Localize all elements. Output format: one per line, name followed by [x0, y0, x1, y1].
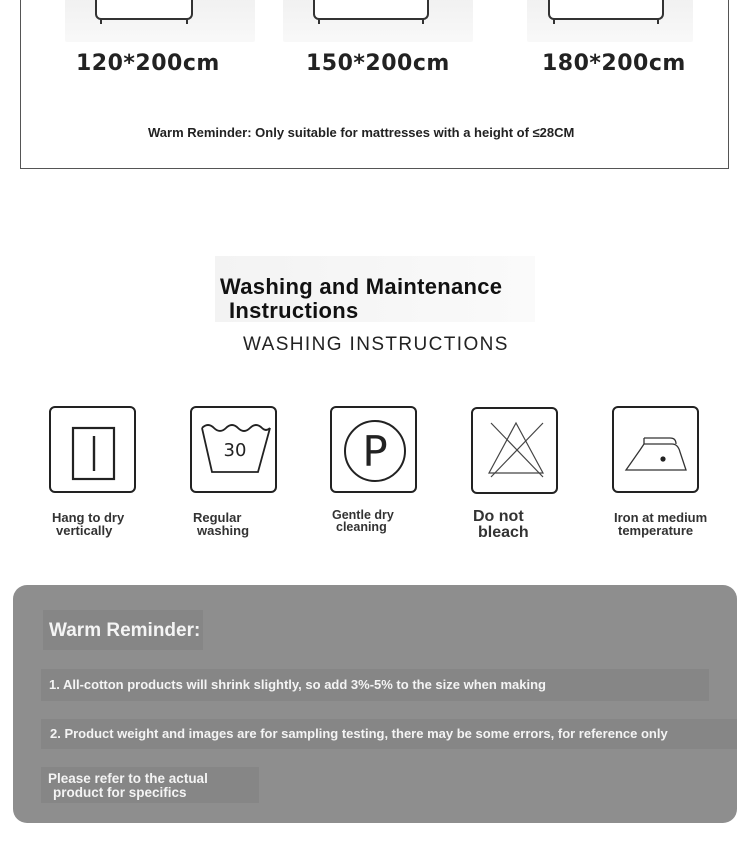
size-panel	[20, 0, 729, 169]
hang-dry-label: Hang to dry vertically	[52, 510, 125, 538]
do-not-bleach-label: Do not bleach	[473, 508, 529, 541]
washing-subtitle: WASHING INSTRUCTIONS	[243, 334, 509, 355]
washing-title-line1: Washing and Maintenance	[220, 274, 503, 299]
bed-frame-icon	[313, 0, 429, 20]
iron-medium-label: Iron at medium temperature	[614, 510, 708, 538]
warm-reminder-heading: Warm Reminder:	[49, 620, 201, 641]
size-label-150: 150*200cm	[306, 51, 450, 76]
bed-frame-icon	[548, 0, 664, 20]
bed-frame-icon	[95, 0, 193, 20]
wash-temperature-text: 30	[223, 440, 247, 461]
reminder-note-3: Please refer to the actual product for specifics	[48, 771, 208, 800]
gentle-dry-cleaning-label: Gentle dry cleaning	[332, 508, 394, 534]
size-label-180: 180*200cm	[542, 51, 686, 76]
reminder-note-1: 1. All-cotton products will shrink slightly, so add 3%-5% to the size when making	[49, 677, 546, 692]
do-not-bleach-icon	[471, 407, 558, 494]
dry-clean-letter: P	[362, 427, 388, 476]
bed-size-120-graphic	[65, 0, 255, 42]
bed-size-180-graphic	[527, 0, 693, 42]
wash-30-icon	[190, 406, 277, 493]
warm-reminder-box	[13, 585, 737, 823]
hang-dry-icon	[49, 406, 136, 493]
regular-washing-label: Regular washing	[193, 510, 250, 538]
dry-clean-p-icon	[330, 406, 417, 493]
reminder-note-2: 2. Product weight and images are for sampling testing, there may be some errors, for reference only	[50, 726, 668, 741]
washing-title-line2: Instructions	[229, 298, 359, 323]
size-label-120: 120*200cm	[76, 51, 220, 76]
iron-medium-icon	[612, 406, 699, 493]
bed-size-150-graphic	[283, 0, 473, 42]
mattress-height-reminder: Warm Reminder: Only suitable for mattresses with a height of ≤28CM	[148, 125, 575, 140]
